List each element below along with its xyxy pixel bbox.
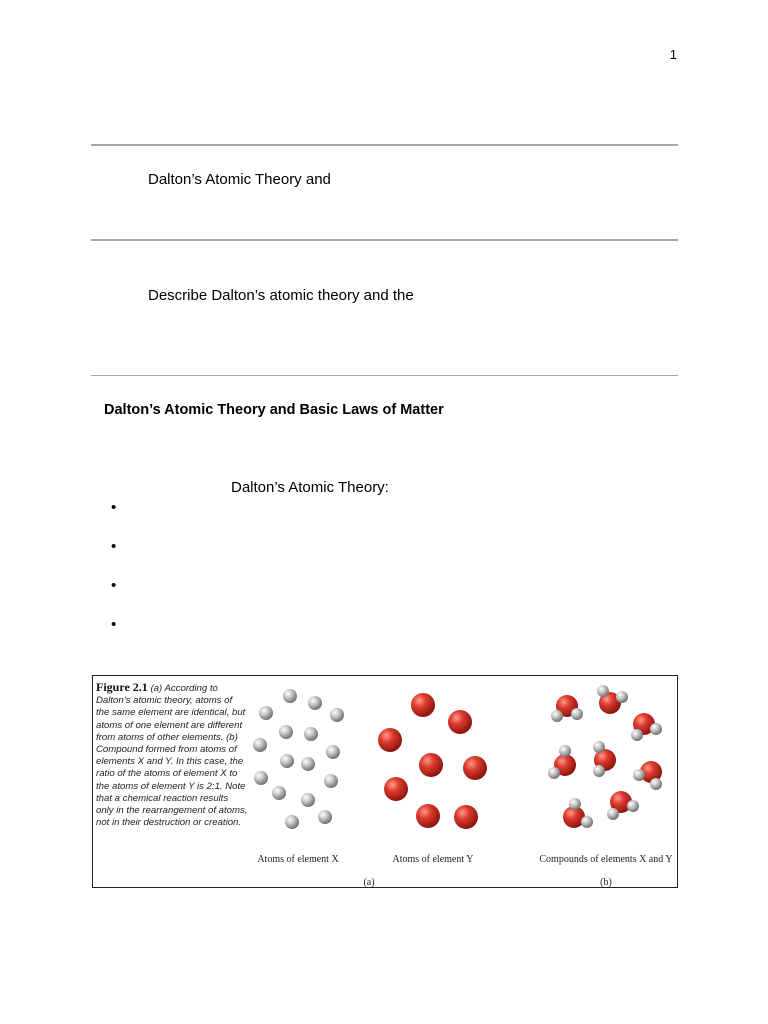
section-heading: Dalton’s Atomic Theory and Basic Laws of Matter <box>104 402 444 418</box>
lesson-objective: Describe Dalton’s atomic theory and the <box>148 287 414 304</box>
figure-label: Figure 2.1 <box>96 680 148 694</box>
panel-x-label: Atoms of element X <box>257 854 339 865</box>
panel-y-label: Atoms of element Y <box>392 854 474 865</box>
lesson-title: Dalton’s Atomic Theory and <box>148 171 331 188</box>
figure-caption-text: (a) According to Dalton’s atomic theory, atoms of the same element are identical, but atoms of one element are different from atoms of other elements. (b) Compound formed from atoms of elements X and Y. In this case, the ratio of the atoms of element X to the atoms of element Y is 2:1. Note that a chemical reaction results only in the rearrangement of atoms, not in their destruction or creation. <box>96 683 248 829</box>
panel-element-x <box>253 689 344 865</box>
divider-3 <box>91 375 678 376</box>
page-number: 1 <box>669 47 677 62</box>
panel-element-y <box>378 693 487 865</box>
divider-1 <box>91 144 678 146</box>
bullet-item: • <box>111 538 117 555</box>
divider-2 <box>91 239 678 241</box>
panel-xy-label: Compounds of elements X and Y <box>539 854 673 865</box>
section-subheading: Dalton’s Atomic Theory: <box>231 479 389 496</box>
part-a-label: (a) <box>363 877 375 888</box>
figure-2-1 <box>92 675 678 888</box>
bullet-item: • <box>111 577 117 594</box>
part-b-label: (b) <box>600 877 612 888</box>
atom-illustration <box>93 676 678 888</box>
bullet-item: • <box>111 499 117 516</box>
panel-compounds <box>539 685 672 865</box>
bullet-item: • <box>111 616 117 633</box>
